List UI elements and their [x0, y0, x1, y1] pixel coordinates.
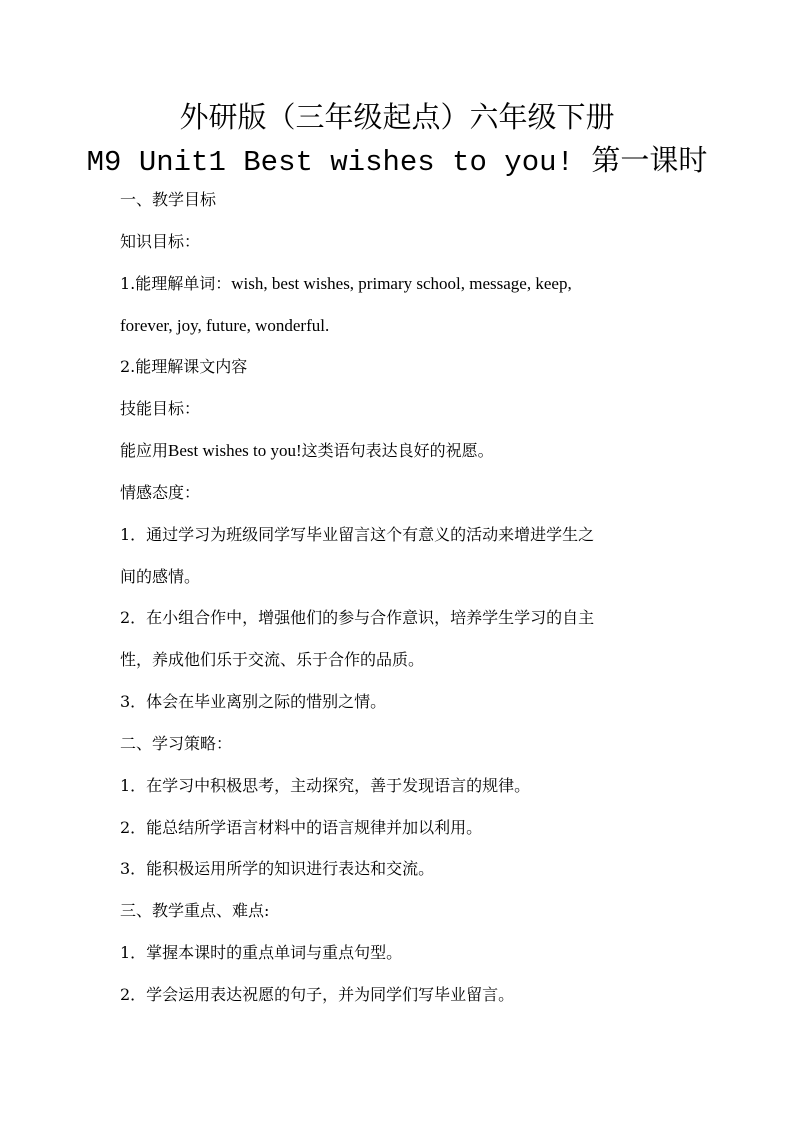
subheading-skill: 技能目标：	[120, 399, 201, 418]
knowledge-item-1-words: wish, best wishes, primary school, message, keep,	[231, 274, 572, 293]
attitude-item-2: 2．在小组合作中，增强他们的参与合作意识，培养学生学习的自主	[120, 608, 595, 627]
knowledge-item-1-continued	[120, 315, 680, 337]
subtitle-english: M9 Unit1 Best wishes to you!	[86, 146, 592, 179]
document-subtitle	[0, 143, 794, 180]
strategy-item-1: 1．在学习中积极思考，主动探究，善于发现语言的规律。	[120, 776, 531, 795]
subtitle-chinese: 第一课时	[591, 143, 708, 177]
attitude-item-1: 1．通过学习为班级同学写毕业留言这个有意义的活动来增进学生之	[120, 525, 595, 544]
skill-item-1-prefix: 能应用	[120, 441, 169, 460]
section-heading-objectives: 一、教学目标	[120, 190, 217, 209]
knowledge-item-1	[120, 273, 680, 295]
skill-item-1-phrase: Best wishes to you!	[168, 441, 302, 460]
strategy-item-2: 2．能总结所学语言材料中的语言规律并加以利用。	[120, 818, 483, 837]
section-heading-strategy: 二、学习策略：	[120, 734, 233, 753]
attitude-item-3: 3．体会在毕业离别之际的惜别之情。	[120, 692, 387, 711]
attitude-item-2-continued: 性，养成他们乐于交流、乐于合作的品质。	[120, 650, 425, 669]
attitude-item-1-continued: 间的感情。	[120, 567, 201, 586]
skill-item-1-suffix: 这类语句表达良好的祝愿。	[301, 441, 494, 460]
document-title: 外研版（三年级起点）六年级下册	[179, 100, 615, 134]
subheading-knowledge: 知识目标：	[120, 232, 201, 251]
knowledge-item-2: 2.能理解课文内容	[120, 357, 248, 376]
knowledge-item-1-words-continued: forever, joy, future, wonderful.	[120, 316, 330, 335]
section-heading-key-points: 三、教学重点、难点:	[120, 901, 270, 920]
strategy-item-3: 3．能积极运用所学的知识进行表达和交流。	[120, 859, 435, 878]
knowledge-item-1-prefix: 1.能理解单词：	[120, 274, 232, 293]
key-point-item-1: 1．掌握本课时的重点单词与重点句型。	[120, 943, 403, 962]
subheading-attitude: 情感态度：	[120, 483, 201, 502]
skill-item-1	[120, 440, 680, 462]
key-point-item-2: 2．学会运用表达祝愿的句子，并为同学们写毕业留言。	[120, 985, 515, 1004]
